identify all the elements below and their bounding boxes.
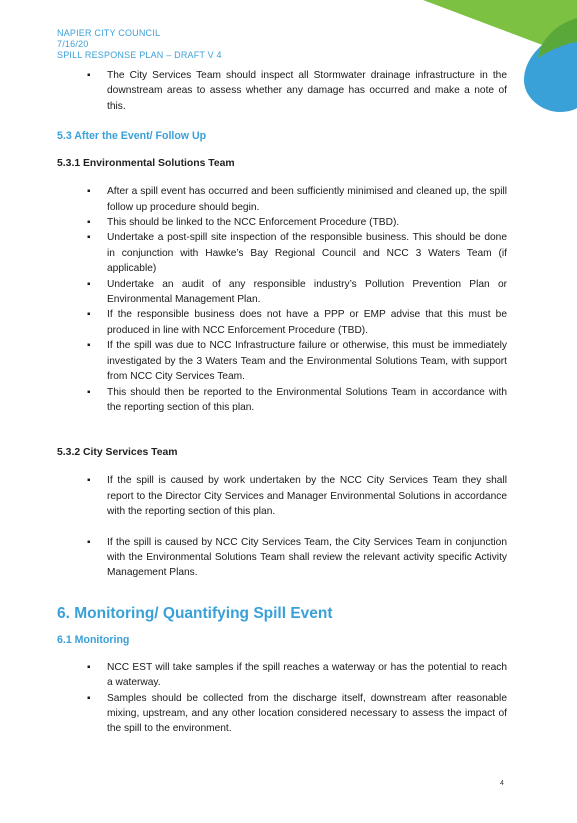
list-item: ▪ If the responsible business does not have a PPP or EMP advise that this must be produced in line with NCC Enforcement Procedure (TBD). [57, 307, 507, 338]
subsection-heading-5-3-1: 5.3.1 Environmental Solutions Team [57, 158, 235, 170]
section-heading-6: 6. Monitoring/ Quantifying Spill Event [57, 604, 333, 622]
list-item: ▪ If the spill was due to NCC Infrastructure failure or otherwise, this must be immediately investigated by the 3 Waters Team and the Environmental Solutions Team, with support from NCC City Services Team. [57, 338, 507, 384]
page-number: 4 [500, 780, 504, 787]
list-item: ▪ Undertake a post-spill site inspection of the responsible business. This should be done in conjunction with Hawke’s Bay Regional Council and NCC 3 Waters Team (if applicable) [57, 230, 507, 276]
city-services-bullet-list-2 [57, 535, 507, 581]
list-item: ▪ If the spill is caused by NCC City Services Team, the City Services Team in conjunction with the Environmental Solutions Team shall review the relevant activity specific Activity Management Plans. [57, 535, 507, 581]
list-item: ▪ If the spill is caused by work undertaken by the NCC City Services Team they shall report to the Director City Services and Manager Environmental Solutions in accordance with the reporting section of this plan. [57, 473, 507, 519]
green-leaf-shape [538, 18, 577, 58]
city-services-bullet-list-1 [57, 473, 507, 519]
header-organisation: NAPIER CITY COUNCIL [57, 28, 161, 38]
list-item: ▪ NCC EST will take samples if the spill reaches a waterway or has the potential to reach a waterway. [57, 660, 507, 691]
list-item: ▪ The City Services Team should inspect all Stormwater drainage infrastructure in the downstream areas to assess whether any damage has occurred and make a note of this. [57, 68, 507, 114]
document-header [57, 28, 222, 61]
subsection-heading-6-1: 6.1 Monitoring [57, 633, 130, 646]
list-item: ▪ Samples should be collected from the discharge itself, downstream after reasonable mixing, upstream, and any other location considered necessary to assess the impact of the spill to the environment. [57, 691, 507, 737]
page-content [57, 68, 507, 737]
section-heading-5-3: 5.3 After the Event/ Follow Up [57, 130, 207, 143]
blue-leaf-shape [524, 28, 577, 112]
header-document-title: SPILL RESPONSE PLAN – DRAFT V 4 [57, 50, 222, 60]
monitoring-bullet-list [57, 660, 507, 737]
header-date: 7/16/20 [57, 39, 89, 49]
list-item: ▪ After a spill event has occurred and been sufficiently minimised and cleaned up, the spill follow up procedure should begin. [57, 184, 507, 215]
list-item: ▪ This should be linked to the NCC Enforcement Procedure (TBD). [57, 215, 507, 230]
list-item: ▪ Undertake an audit of any responsible industry’s Pollution Prevention Plan or Environmental Management Plan. [57, 277, 507, 308]
list-item: ▪ This should then be reported to the Environmental Solutions Team in accordance with the reporting section of this plan. [57, 385, 507, 416]
environmental-solutions-bullet-list [57, 184, 507, 415]
intro-bullet-list [57, 68, 507, 114]
subsection-heading-5-3-2: 5.3.2 City Services Team [57, 447, 178, 459]
green-wave-shape [423, 0, 577, 58]
